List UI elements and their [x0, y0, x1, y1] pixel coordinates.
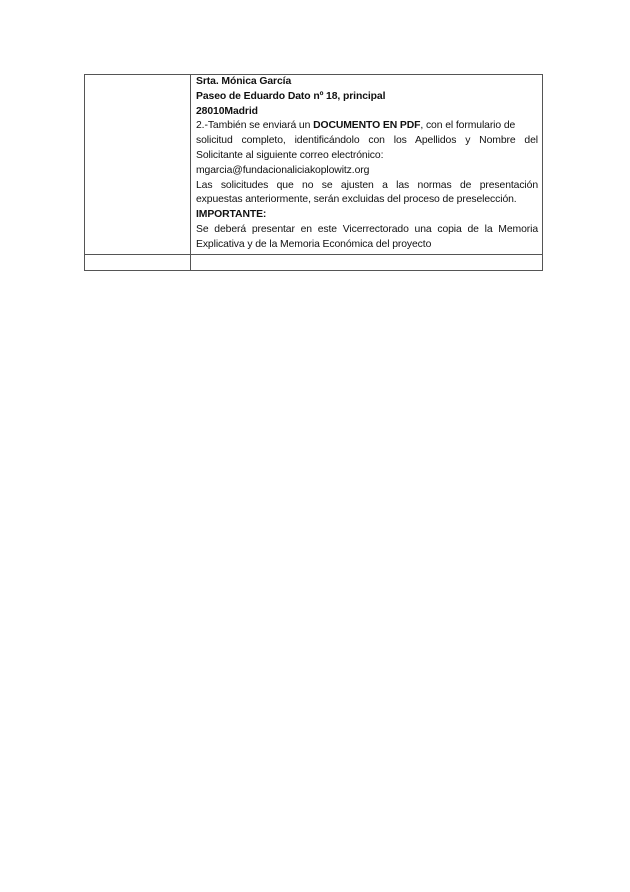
rejection-notice-line2: expuestas anteriormente, serán excluidas del proceso de preselección.	[196, 194, 517, 206]
recipient-name: Srta. Mónica García	[196, 76, 292, 87]
contact-email: mgarcia@fundacionaliciakoplowitz.org	[196, 164, 370, 176]
empty-cell	[191, 254, 543, 270]
important-line2: Explicativa y de la Memoria Económica del proyecto	[196, 238, 432, 250]
table-row-empty	[85, 254, 543, 270]
pdf-instruction-line1	[196, 119, 538, 134]
important-line1: Se deberá presentar en este Vicerrectorado una copia de la Memoria	[196, 223, 538, 235]
pdf-instruction-prefix: 2.-También se enviará un DOCUMENTO EN PDF, con el formulario de	[196, 120, 516, 132]
pdf-instruction-line2: solicitud completo, identificándolo con los Apellidos y Nombre del	[196, 135, 538, 147]
pdf-document-highlight: DOCUMENTO EN PDF	[313, 120, 421, 132]
empty-cell	[85, 254, 191, 270]
pdf-instruction-line3: Solicitante al siguiente correo electrónico:	[196, 149, 384, 161]
instructions-cell	[191, 75, 543, 255]
recipient-city: 28010Madrid	[196, 105, 258, 117]
table-row	[85, 75, 543, 255]
important-heading: IMPORTANTE:	[196, 209, 267, 221]
rejection-notice-line1: Las solicitudes que no se ajusten a las normas de presentación	[196, 179, 538, 191]
empty-left-cell	[85, 75, 191, 255]
recipient-street: Paseo de Eduardo Dato nº 18, principal	[196, 90, 386, 102]
submission-info-table	[84, 74, 543, 271]
